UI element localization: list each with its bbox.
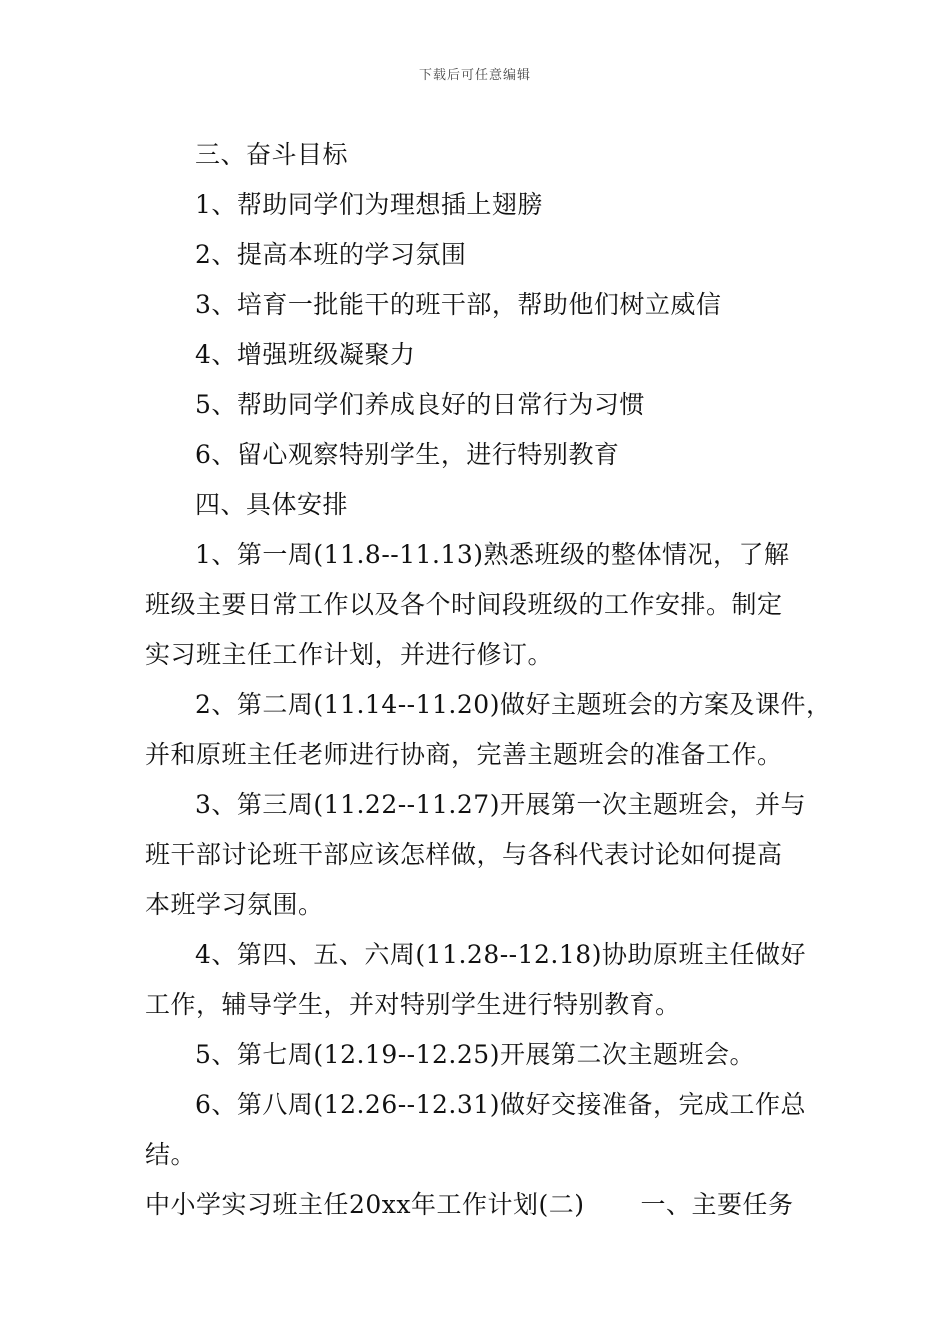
arrangement-item-6-line-2: 结。 (145, 1140, 197, 1169)
page-header-note: 下载后可任意编辑 (418, 68, 531, 83)
arrangement-item-3-line-1: 3、第三周(11.22--11.27)开展第一次主题班会，并与 (195, 790, 806, 819)
arrangement-item-3-line-3: 本班学习氛围。 (145, 890, 324, 919)
arrangement-item-4-line-2: 工作，辅导学生，并对特别学生进行特别教育。 (145, 990, 681, 1019)
goal-item-6: 6、留心观察特别学生，进行特别教育 (195, 440, 620, 469)
arrangement-item-4-line-1: 4、第四、五、六周(11.28--12.18)协助原班主任做好 (195, 940, 806, 969)
goal-item-2: 2、提高本班的学习氛围 (195, 240, 467, 269)
goal-item-5: 5、帮助同学们养成良好的日常行为习惯 (195, 390, 645, 419)
goal-item-4: 4、增强班级凝聚力 (195, 340, 416, 369)
next-section-title: 中小学实习班主任20xx年工作计划(二) (145, 1190, 585, 1219)
arrangement-item-2-line-1: 2、第二周(11.14--11.20)做好主题班会的方案及课件， (195, 690, 832, 719)
arrangement-item-5-line-1: 5、第七周(12.19--12.25)开展第二次主题班会。 (195, 1040, 755, 1069)
section-heading-goals: 三、奋斗目标 (195, 140, 349, 169)
goal-item-3: 3、培育一批能干的班干部，帮助他们树立威信 (195, 290, 722, 319)
document-body (145, 130, 832, 1230)
arrangement-item-2-line-2: 并和原班主任老师进行协商，完善主题班会的准备工作。 (145, 740, 783, 769)
arrangement-item-1-line-2: 班级主要日常工作以及各个时间段班级的工作安排。制定 (145, 590, 783, 619)
goal-item-1: 1、帮助同学们为理想插上翅膀 (195, 190, 543, 219)
arrangement-item-1-line-3: 实习班主任工作计划，并进行修订。 (145, 640, 554, 669)
next-section-line (145, 1180, 825, 1230)
arrangement-item-3-line-2: 班干部讨论班干部应该怎样做，与各科代表讨论如何提高 (145, 840, 783, 869)
arrangement-item-1-line-1: 1、第一周(11.8--11.13)熟悉班级的整体情况，了解 (195, 540, 790, 569)
arrangement-item-6-line-1: 6、第八周(12.26--12.31)做好交接准备，完成工作总 (195, 1090, 806, 1119)
next-section-subheading: 一、主要任务 (640, 1190, 794, 1219)
section-heading-arrangement: 四、具体安排 (195, 490, 349, 519)
